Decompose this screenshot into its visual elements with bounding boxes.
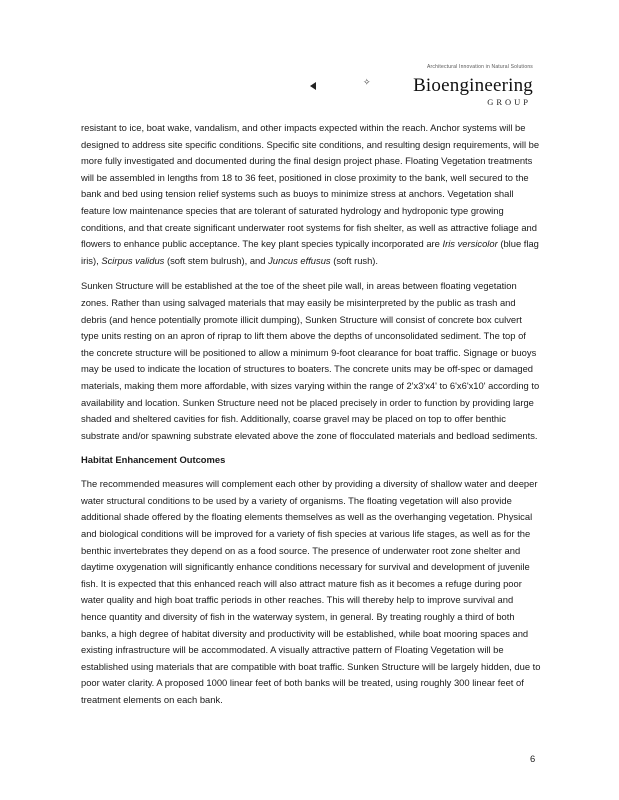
species-common-name: (soft rush). [330,254,379,266]
section-heading: Habitat Enhancement Outcomes [81,454,226,466]
paragraph-habitat-outcomes: The recommended measures will complement each other by providing a diversity of shallow water and deeper water structural conditions to be used by a variety of organisms. The floating vegetation will also provide additional shade offered by the floating elements themselves as well as the overhanging vegetation. Physical and biological conditions will be improved for a variety of fish species at various life stages, as well as for the benthic invertebrates they depend on as a food source. The presence of underwater root zone shelter and daytime oxygenation will significantly enhance conditions necessary for survival and development of juvenile fish. It is expected that this enhanced reach will also attract mature fish as it becomes a refuge during poor water quality and high boat traffic periods in other reaches. This will thereby help to improve survival and hence quantity and diversity of fish in the waterway system, in general. By treating roughly a third of both banks, a high degree of habitat diversity and productivity will be established, while boat mooring spaces and existing infrastructure will be accommodated. A visually attractive pattern of Floating Vegetation will be established using materials that are compatible with boat traffic. Sunken Structure will be largely hidden, due to poor water clarity. A proposed 1000 linear feet of both banks will be treated, using roughly 300 linear feet of treatment elements on each bank. [81,478,541,705]
paragraph-text: resistant to ice, boat wake, vandalism, and other impacts expected within the reach. Anchor systems will be designed to address site specific conditions. Specific site conditions, and resulting design requirements, will be more fully investigated and documented during the final design project phase. Floating Vegetation treatments will be assembled in lengths from 18 to 36 feet, positioned in close proximity to the bank, well secured to the bank and bed using tension relief systems such as buoys to minimize stress at anchors. Vegetation shall feature low maintenance species that are tolerant of saturated hydrology and hydroponic type growing conditions, and that create significant underwater root systems for fish shelter, as well as attractive foliage and flowers to enhance public acceptance. The key plant species typically incorporated are [81,122,540,250]
page-number: 6 [530,753,536,764]
species-common-name: (soft stem bulrush), and [164,254,269,266]
species-name: Iris versicolor [442,238,498,250]
species-name: Juncus effusus [268,254,331,266]
paragraph-sunken-structure: Sunken Structure will be established at the toe of the sheet pile wall, in areas between floating vegetation zones. Rather than using salvaged materials that may easily be misinterpreted by the public as trash and debris (and hence potentially promote illicit dumping), Sunken Structure will consist of concrete box culvert type units resting on an apron of riprap to lift them above the depths of unconsolidated sediment. The top of the concrete structure will be positioned to allow a minimum 9-foot clearance for boat traffic. Signage or buoys may be used to indicate the location of structures to boaters. The concrete units may be off-spec or damaged materials, making them more affordable, with sizes varying within the range of 2'x3'x4' to 6'x6'x10' according to availability and location. Sunken Structure need not be placed precisely in order to function by providing large shaded and sheltered cavities for fish. Additionally, coarse gravel may be placed on top to offer benthic substrate and/or spawning substrate elevated above the zone of flocculated materials and bedload sediments. [81,280,540,441]
logo-leaf-icon: ✧ [363,77,371,87]
species-common-name: (blue flag iris), [81,238,539,266]
left-arrow-icon [310,82,316,90]
paragraph-floating-vegetation [81,120,541,269]
logo-tagline: Architectural Innovation in Natural Solutions [427,64,533,70]
species-name: Scirpus validus [101,254,165,266]
document-body [81,120,541,709]
company-logo [343,64,533,110]
logo-company-name: Bioengineering [413,75,533,96]
logo-company-group: GROUP [487,97,531,107]
